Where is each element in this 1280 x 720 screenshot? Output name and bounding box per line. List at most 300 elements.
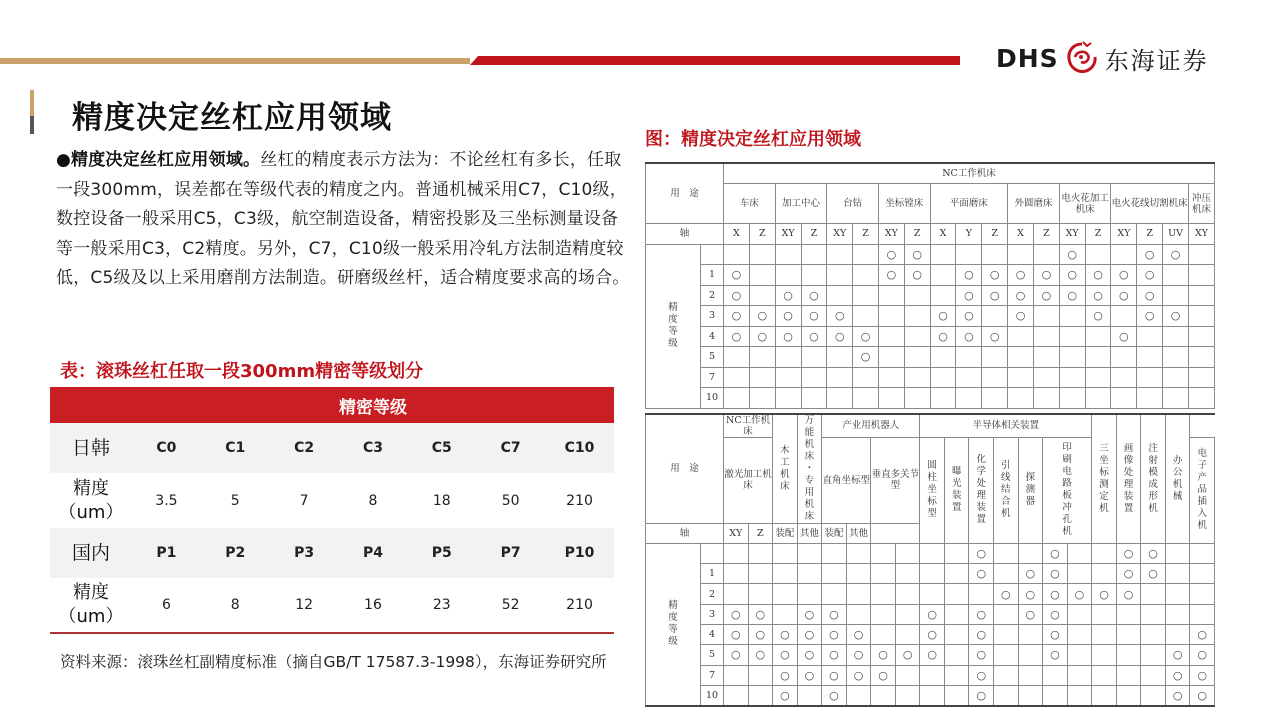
t2-sub-axis: 其他 [846,523,871,543]
t2-mark-cell [797,685,822,705]
t1-mark-cell: ○ [878,244,904,265]
t2-mark-cell [1141,665,1166,685]
table-cell: 6 [132,578,201,633]
t2-mark-cell [1018,645,1043,665]
t2-mark-cell: ○ [846,665,871,685]
row-label: 精度（um） [50,578,132,633]
t1-mark-cell [1188,326,1214,347]
t1-mark-cell [878,388,904,409]
t2-sub-axis: XY [724,523,749,543]
t2-mark-cell: ○ [1043,564,1068,584]
table-cell: P3 [270,528,339,578]
t1-axis: Z [749,224,775,245]
table-cell: C0 [132,423,201,473]
table-cell: 8 [201,578,270,633]
t2-mark-cell: ○ [773,685,798,705]
table-header: 精密等级 [132,387,614,423]
t1-mark-cell [749,265,775,286]
t1-mark-cell: ○ [1163,244,1189,265]
t1-mark-cell: ○ [930,306,956,327]
t2-mark-cell [797,543,822,563]
t2-mark-cell: ○ [1190,685,1215,705]
t2-mark-cell [1067,604,1092,624]
t1-axis-label: 轴 [646,224,724,245]
t1-mark-cell [930,244,956,265]
t2-mark-cell: ○ [1067,584,1092,604]
application-table-nc [645,162,1215,409]
t1-mark-cell [956,347,982,368]
t2-sub-axis: 其他 [797,523,822,543]
t1-mark-cell: ○ [1008,265,1034,286]
t2-mark-cell [994,645,1019,665]
t1-mark-cell [956,367,982,388]
t1-mark-cell: ○ [904,244,930,265]
t1-group-label: NC工作机床 [724,163,1215,184]
t1-grade-label: 精 度 等 级 [646,244,701,408]
t2-mark-cell [920,665,945,685]
t2-mark-cell [748,584,773,604]
t2-mark-cell [748,543,773,563]
table-cell: 5 [201,473,270,528]
t2-mark-cell [895,604,920,624]
t1-mark-cell [1111,388,1137,409]
t1-mark-cell [930,347,956,368]
t1-mark-cell [1059,306,1085,327]
t1-axis: XY [827,224,853,245]
t1-mark-cell: ○ [827,326,853,347]
table-cell: C2 [270,423,339,473]
t2-mark-cell: ○ [822,645,847,665]
t2-mark-cell [895,564,920,584]
t1-mark-cell [1059,347,1085,368]
t1-mark-cell [853,244,879,265]
t2-mark-cell: ○ [773,665,798,685]
t2-mark-cell [920,543,945,563]
t1-mark-cell [1137,367,1163,388]
t2-mark-cell: ○ [1116,543,1141,563]
t1-mark-cell [1059,388,1085,409]
t1-mark-cell [1188,285,1214,306]
t2-mark-cell [994,665,1019,685]
t2-mark-cell [1067,665,1092,685]
t1-machine: 台钻 [827,184,879,224]
t2-mark-cell [944,564,969,584]
t1-mark-cell: ○ [930,326,956,347]
t2-mark-cell [895,584,920,604]
table-caption: 表：滚珠丝杠任取一段300mm精密等级划分 [60,361,424,382]
t2-mark-cell [846,604,871,624]
t2-mark-cell [871,624,896,644]
t2-mark-cell [1092,665,1117,685]
t2-mark-cell [1092,604,1117,624]
t1-axis: XY [775,224,801,245]
t2-mark-cell [895,685,920,705]
brand-name-en: DHS [996,43,1059,73]
t2-mark-cell [1165,584,1190,604]
t1-mark-cell [904,367,930,388]
t2-mark-cell [773,543,798,563]
t1-mark-cell [878,285,904,306]
t1-use-label: 用 途 [646,163,724,224]
t2-mark-cell: ○ [969,624,994,644]
t2-mark-cell: ○ [871,665,896,685]
t2-mark-cell [1018,685,1043,705]
t1-mark-cell [827,244,853,265]
t2-grade-row [646,685,1215,705]
t2-mark-cell [994,604,1019,624]
paragraph-body: 丝杠的精度表示方法为：不论丝杠有多长，任取一段300mm，误差都在等级代表的精度之内。普通机械采用C7，C10级，数控设备一般采用C5，C3级，航空制造设备，精密投影及三坐标测量设备等一般采用C3，C2精度。另外，C7，C10级一般采用冷轧方法制造精度较低，C5级及以上采用磨削方法制造。研磨级丝杆，适合精度要求高的场合。 [56,150,630,288]
t1-mark-cell [956,388,982,409]
t2-mark-cell: ○ [1043,604,1068,624]
t2-semi-1: 化 学 处 理 装 置 [969,437,994,543]
t1-mark-cell: ○ [775,285,801,306]
title-accent-bar-dark [30,116,34,134]
t2-mark-cell [1092,685,1117,705]
t2-mark-cell: ○ [969,645,994,665]
t2-mark-cell [944,665,969,685]
t2-mark-cell [1116,624,1141,644]
t1-mark-cell [1163,388,1189,409]
t1-mark-cell [930,265,956,286]
t1-mark-cell: ○ [1137,244,1163,265]
t1-mark-cell: ○ [904,265,930,286]
brand-logo [996,38,1209,78]
t1-machine: 加工中心 [775,184,827,224]
t1-axis: Z [1033,224,1059,245]
t1-mark-cell [1033,244,1059,265]
t2-mark-cell [1092,645,1117,665]
t1-mark-cell: ○ [1033,285,1059,306]
t1-mark-cell [1033,388,1059,409]
t1-mark-cell [801,244,827,265]
t2-mark-cell [1190,543,1215,563]
t1-mark-cell [878,347,904,368]
t2-mark-cell [871,685,896,705]
t1-mark-cell [956,244,982,265]
t1-mark-cell [1059,367,1085,388]
t2-mark-cell [797,584,822,604]
t1-mark-cell: ○ [724,265,750,286]
t1-mark-cell [982,306,1008,327]
t1-mark-cell: ○ [956,326,982,347]
table-cell: 50 [476,473,545,528]
t1-grade-row [646,285,1215,306]
description-paragraph [56,146,631,294]
t2-group-nc: NC工作机床 [724,414,773,438]
t2-group-semi: 半导体相关装置 [920,414,1092,438]
t1-grade-row [646,347,1215,368]
t2-other-1: 画 像 处 理 装 置 [1116,414,1141,544]
t2-mark-cell [944,604,969,624]
t2-mark-cell [1067,685,1092,705]
t2-mark-cell [1043,665,1068,685]
t1-mark-cell: ○ [1137,285,1163,306]
t2-mark-cell: ○ [1190,624,1215,644]
t2-mark-cell [1116,685,1141,705]
t2-mark-cell: ○ [969,604,994,624]
t2-mark-cell: ○ [1116,584,1141,604]
t2-semi-0: 曝 光 装 置 [944,437,969,543]
t2-mark-cell [1141,645,1166,665]
t1-mark-cell: ○ [1085,265,1111,286]
t1-mark-cell [930,285,956,306]
t1-mark-cell [775,367,801,388]
t1-mark-cell [749,367,775,388]
table-cell: P1 [132,528,201,578]
paragraph-lead: ●精度决定丝杠应用领域。 [56,150,261,170]
table-cell: 52 [476,578,545,633]
t1-mark-cell [1137,347,1163,368]
t2-mark-cell: ○ [969,564,994,584]
t2-mark-cell: ○ [871,645,896,665]
t2-mark-cell: ○ [846,645,871,665]
t1-mark-cell: ○ [827,306,853,327]
t2-laser: 激光加工机床 [724,437,773,523]
table-cell: 18 [407,473,476,528]
t2-semi-3: 探 测 器 [1018,437,1043,543]
t2-mark-cell [994,564,1019,584]
t1-axis: Z [1137,224,1163,245]
t1-mark-cell: ○ [982,265,1008,286]
table-cell: P7 [476,528,545,578]
t1-mark-cell [904,285,930,306]
t1-grade: 5 [701,347,724,368]
t2-mark-cell [724,665,749,685]
t2-mark-cell [822,584,847,604]
t2-mark-cell: ○ [1141,543,1166,563]
t1-mark-cell: ○ [1111,326,1137,347]
t2-mark-cell: ○ [895,645,920,665]
t1-grade: 3 [701,306,724,327]
application-table-other [645,413,1215,707]
t2-mark-cell [920,564,945,584]
t2-grade-row [646,645,1215,665]
table-header-corner [50,387,132,423]
t2-mark-cell [895,665,920,685]
table-cell: 210 [545,578,614,633]
table-cell: P10 [545,528,614,578]
t2-mark-cell: ○ [724,624,749,644]
t2-mark-cell [1165,543,1190,563]
row-label: 国内 [50,528,132,578]
table-cell: P2 [201,528,270,578]
t1-mark-cell [1163,367,1189,388]
table-cell: 210 [545,473,614,528]
t2-grade-label: 精 度 等 级 [646,543,701,705]
t2-mark-cell [1116,645,1141,665]
t1-mark-cell: ○ [982,285,1008,306]
t1-axis: X [930,224,956,245]
t2-mark-cell [748,564,773,584]
t1-mark-cell [1188,367,1214,388]
t2-grade: 3 [701,604,724,624]
t2-mark-cell: ○ [1165,645,1190,665]
t1-mark-cell [1137,388,1163,409]
t2-mark-cell: ○ [1165,665,1190,685]
t1-grade: 2 [701,285,724,306]
t1-mark-cell [1085,326,1111,347]
t1-mark-cell [1085,388,1111,409]
t2-grade-row [646,564,1215,584]
t1-mark-cell [878,326,904,347]
t2-mark-cell [773,584,798,604]
t1-mark-cell [1188,244,1214,265]
t1-axis: X [724,224,750,245]
t1-mark-cell [853,388,879,409]
t2-grade: 1 [701,564,724,584]
t1-mark-cell [775,265,801,286]
t1-mark-cell [930,367,956,388]
t2-mark-cell [969,584,994,604]
t1-grade-row [646,244,1215,265]
t1-axis: XY [1111,224,1137,245]
t2-semi-5: 电 子 产 品 插 入 机 [1190,437,1215,543]
t1-mark-cell [1085,367,1111,388]
t2-mark-cell [1043,685,1068,705]
table-cell: C3 [339,423,408,473]
t1-grade: 4 [701,326,724,347]
t1-mark-cell: ○ [982,326,1008,347]
t2-mark-cell: ○ [797,624,822,644]
t2-mark-cell: ○ [969,685,994,705]
t2-mark-cell [1067,624,1092,644]
t1-axis: Z [853,224,879,245]
t2-mark-cell: ○ [920,645,945,665]
t2-mark-cell: ○ [969,665,994,685]
t1-mark-cell [775,388,801,409]
t2-mark-cell [724,685,749,705]
t1-axis: Z [982,224,1008,245]
t1-mark-cell [749,388,775,409]
t2-mark-cell [773,604,798,624]
t2-mark-cell: ○ [1116,564,1141,584]
t2-mark-cell [846,543,871,563]
t2-mark-cell: ○ [1018,584,1043,604]
t1-mark-cell [1008,347,1034,368]
t1-grade-row [646,326,1215,347]
t1-mark-cell [982,244,1008,265]
t2-mark-cell [1141,584,1166,604]
t2-mark-cell [1067,543,1092,563]
table-cell: P5 [407,528,476,578]
source-note: 资料来源：滚珠丝杠副精度标准（摘自GB/T 17587.3-1998），东海证券研究所 [60,653,607,671]
t1-mark-cell: ○ [1163,306,1189,327]
t1-mark-cell: ○ [1059,244,1085,265]
t1-axis: XY [878,224,904,245]
t1-mark-cell [853,367,879,388]
t1-machine: 电火花线切割机床 [1111,184,1188,224]
t1-mark-cell: ○ [1059,285,1085,306]
t2-mark-cell [994,685,1019,705]
t2-mark-cell: ○ [1141,564,1166,584]
t2-grade-row [646,543,1215,563]
t1-grade: 1 [701,265,724,286]
t1-axis: Z [1085,224,1111,245]
t1-mark-cell [801,367,827,388]
precision-grade-table [50,387,614,634]
t2-mark-cell [1165,604,1190,624]
t1-grade-row [646,306,1215,327]
t2-other-3: 办 公 机 械 [1165,414,1190,544]
t1-mark-cell [724,388,750,409]
t2-mark-cell [944,685,969,705]
t2-grade-row [646,624,1215,644]
table-row [50,528,614,578]
t1-mark-cell [724,367,750,388]
t1-mark-cell: ○ [853,347,879,368]
t1-mark-cell: ○ [878,265,904,286]
t1-axis: XY [1188,224,1214,245]
t2-grade-row [646,604,1215,624]
t2-mark-cell [944,624,969,644]
t2-grade: 5 [701,645,724,665]
t2-mark-cell [871,604,896,624]
t2-mark-cell [822,564,847,584]
table-row [50,473,614,528]
t1-mark-cell [904,347,930,368]
table-row [50,578,614,633]
t1-mark-cell: ○ [801,306,827,327]
t2-sub-axis: Z [748,523,773,543]
dragon-logo-icon [1065,40,1099,76]
t2-mark-cell [846,564,871,584]
t1-mark-cell [982,367,1008,388]
t1-mark-cell [1111,367,1137,388]
t1-mark-cell [801,347,827,368]
t2-axis-label: 轴 [646,523,724,543]
t1-grade-row [646,265,1215,286]
t2-mark-cell [1190,564,1215,584]
t1-mark-cell [1033,306,1059,327]
t2-mark-cell [846,685,871,705]
t1-mark-cell [749,347,775,368]
header-red-bar [470,56,960,65]
t1-axis: Z [904,224,930,245]
t1-machine: 车床 [724,184,776,224]
t2-mark-cell: ○ [773,624,798,644]
t1-mark-cell [1188,265,1214,286]
t2-wood: 木 工 机 床 [773,414,798,524]
t2-cartesian: 直角坐标型 [822,437,871,523]
t2-sub-axis: 装配 [773,523,798,543]
t2-mark-cell [1067,564,1092,584]
t1-mark-cell [853,265,879,286]
table-row [50,423,614,473]
t1-mark-cell [1085,244,1111,265]
t2-mark-cell [994,624,1019,644]
t2-mark-cell: ○ [1043,645,1068,665]
t2-mark-cell [994,543,1019,563]
table-cell: 23 [407,578,476,633]
t2-mark-cell [871,584,896,604]
t2-vertical: 垂直多关节型 [871,437,920,523]
t1-mark-cell [1163,347,1189,368]
t2-mark-cell [895,624,920,644]
t2-mark-cell [724,543,749,563]
t2-mark-cell [846,584,871,604]
t1-mark-cell [827,285,853,306]
t1-mark-cell: ○ [724,326,750,347]
t1-mark-cell [878,306,904,327]
t1-mark-cell [1008,388,1034,409]
t2-mark-cell: ○ [797,665,822,685]
t2-sub-axis: 装配 [822,523,847,543]
table-cell: C7 [476,423,545,473]
t1-grade [701,244,724,265]
t1-mark-cell: ○ [1137,265,1163,286]
table-cell: C10 [545,423,614,473]
t1-mark-cell: ○ [956,285,982,306]
